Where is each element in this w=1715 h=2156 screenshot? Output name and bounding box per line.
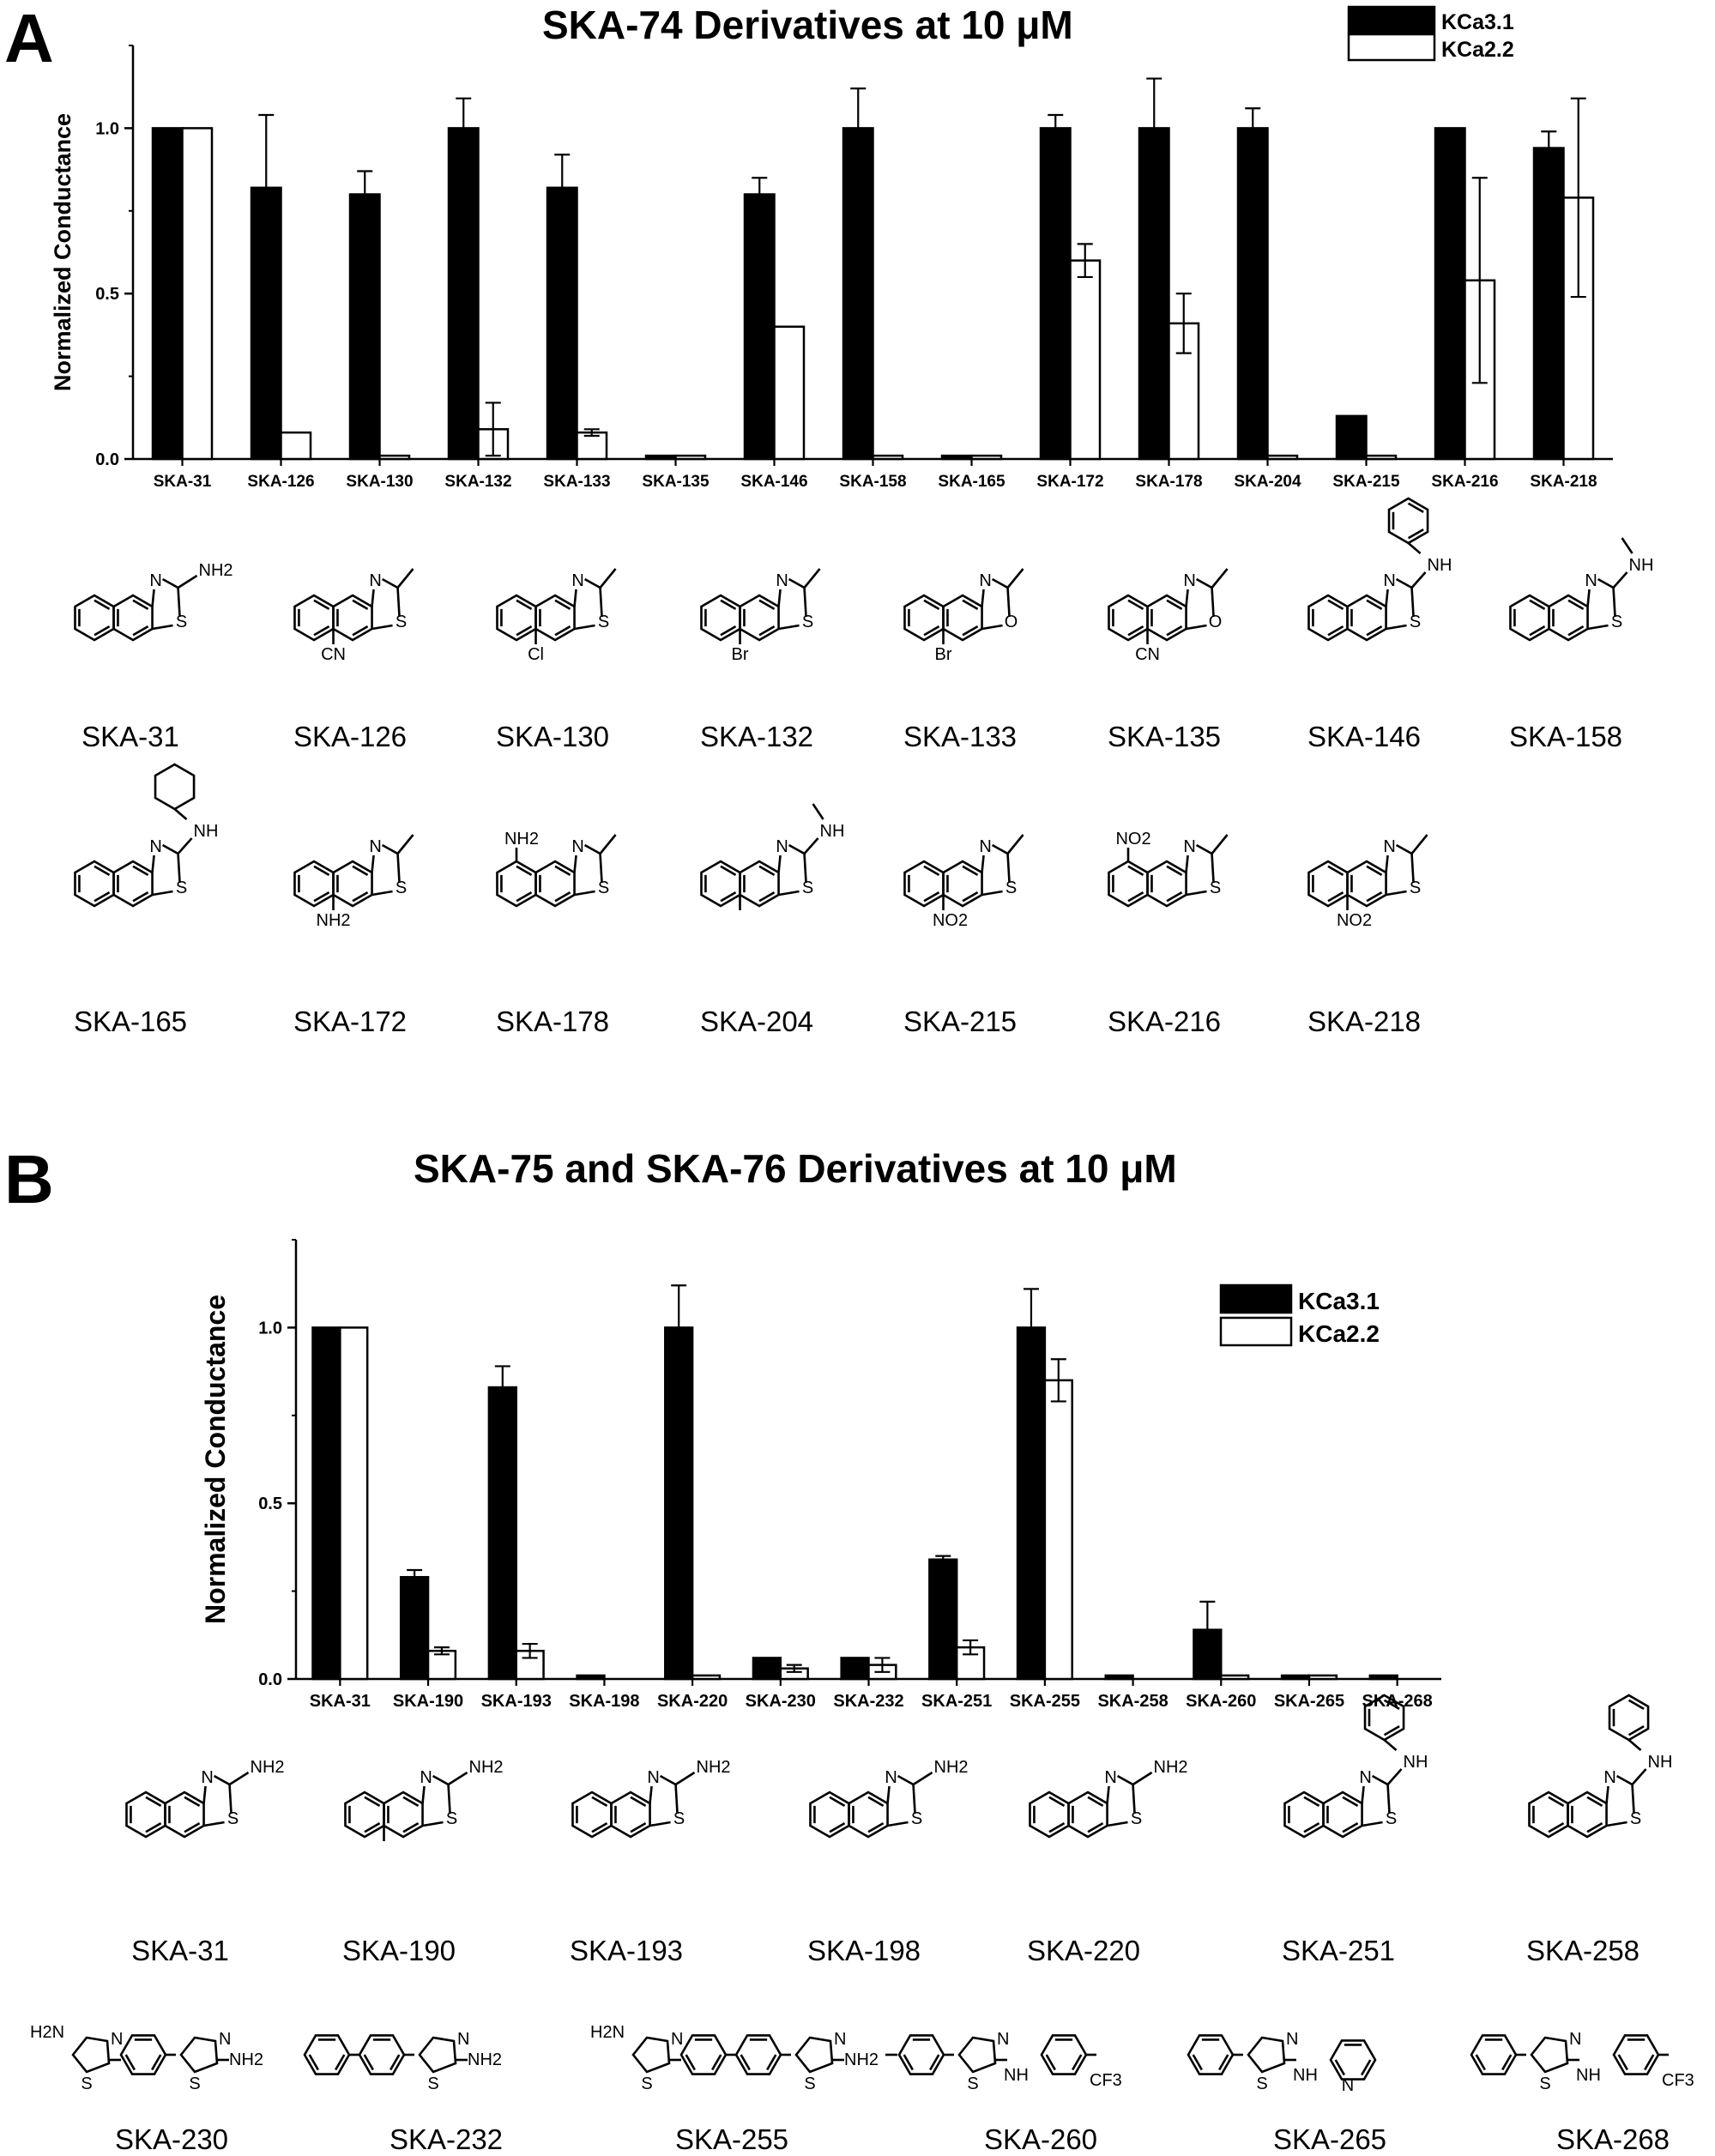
x-tick-label: SKA-165 [938,473,1005,491]
bar-kca31 [401,1577,428,1679]
structure-label: SKA-232 [389,2123,504,2155]
x-tick-label: SKA-193 [480,1692,552,1711]
x-tick-label: SKA-258 [1097,1692,1168,1711]
bar-kca22 [340,1327,367,1679]
atom-label: S [395,879,408,897]
legend-swatch [1221,1318,1291,1345]
structure-label: SKA-126 [293,721,408,752]
y-tick-label: 0.0 [95,450,119,469]
atom-label: N [776,571,788,590]
atom-label: S [427,2074,439,2093]
atom-label: N [997,2030,1010,2049]
atom-label: NH [819,822,845,841]
x-tick-label: SKA-265 [1273,1692,1345,1711]
x-tick-label: SKA-135 [642,473,710,491]
bar-kca31 [842,1658,869,1679]
y-tick-label: 1.0 [258,1319,282,1338]
atom-label: N [647,1768,660,1787]
atom-label: N [1585,571,1597,590]
atom-label: N [201,1768,214,1787]
structure [795,1746,975,1952]
atom-label: N [149,571,162,590]
structure-label: SKA-172 [293,1006,408,1037]
bar-kca31 [1337,416,1367,459]
structure [330,1746,510,1952]
structure-drawing [1495,549,1667,721]
chart-title-b: SKA-75 and SKA-76 Derivatives at 10 μM [414,1146,1177,1191]
atom-label: NH [1628,556,1654,575]
bar-kca31 [929,1560,957,1679]
bar-kca31 [1018,1327,1045,1679]
structure [1514,1746,1694,1952]
atom-label: NH2 [844,2050,879,2069]
structure [558,1746,738,1952]
structure [60,549,232,721]
bar-kca31 [942,456,972,459]
structure-label: SKA-146 [1307,721,1422,752]
structure-label: SKA-165 [73,1006,188,1037]
bar-kca31 [745,195,775,459]
atom-label: H2N [30,2023,65,2042]
atom-label: NH [1004,2066,1029,2085]
structure-drawing [890,815,1061,1004]
structure [112,1746,292,1952]
atom-label: NO2 [1115,830,1151,849]
atom-label: S [801,879,814,897]
atom-label: CN [321,645,346,664]
atom-label: N [1104,1768,1117,1787]
structure-label: SKA-255 [674,2123,789,2155]
bar-kca31 [1534,148,1564,459]
atom-label: N [1603,1768,1616,1787]
structure-drawing [1514,1746,1694,1952]
atom-label: NH2 [1153,1758,1188,1777]
atom-label: N [111,2030,124,2049]
atom-label: NH [193,822,219,841]
atom-label: S [801,613,814,631]
atom-label: S [1005,879,1018,897]
structure [1180,2003,1471,2115]
atom-label: NH2 [250,1758,285,1777]
x-tick-label: SKA-220 [656,1692,728,1711]
atom-label: N [219,2030,232,2049]
structure [1094,815,1265,1004]
atom-label: N [1183,837,1196,856]
atom-label: S [1209,879,1222,897]
panel-letter-a: A [4,0,54,76]
bar-kca31 [350,195,380,459]
structure-label: SKA-251 [1281,1935,1396,1966]
x-tick-label: SKA-218 [1530,473,1597,491]
structure [482,815,654,1004]
x-tick-label: SKA-230 [745,1692,816,1711]
y-tick-label: 1.0 [95,119,119,139]
bar-kca31 [251,188,281,459]
structure-drawing [482,815,654,1004]
atom-label: S [1409,613,1422,631]
legend-swatch [1221,1285,1291,1313]
atom-label: S [641,2074,653,2093]
y-tick-label: 0.5 [258,1495,282,1514]
x-tick-label: SKA-251 [921,1692,993,1711]
bar-kca31 [153,128,183,459]
structure-label: SKA-204 [699,1006,814,1037]
bar-kca22 [1367,456,1397,459]
atom-label: NH [1293,2066,1318,2085]
atom-label: N [369,837,382,856]
x-tick-label: SKA-204 [1234,473,1301,491]
structure-drawing [558,1746,738,1952]
structure [296,2003,588,2115]
structure [1270,1746,1450,1952]
legend-label: KCa3.1 [1298,1288,1380,1314]
bar-kca31 [1238,128,1268,459]
bar-chart-b [0,1107,1715,1724]
x-tick-label: SKA-255 [1009,1692,1081,1711]
structure-label: SKA-258 [1525,1935,1640,1966]
structure-label: SKA-260 [983,2123,1098,2155]
structure-drawing [795,1746,975,1952]
bar-kca31 [1106,1676,1133,1679]
bar-kca31 [646,456,676,459]
atom-label: NO2 [932,911,969,930]
atom-label: S [597,879,610,897]
atom-label: NH2 [198,561,233,580]
panel-b [0,1107,1715,2155]
x-tick-label: SKA-126 [247,473,315,491]
atom-label: N [979,571,992,590]
bar-kca31 [843,128,873,459]
x-tick-label: SKA-232 [833,1692,904,1711]
bar-kca31 [313,1327,341,1679]
x-tick-label: SKA-130 [346,473,414,491]
atom-label: N [1383,837,1396,856]
structure [1463,2003,1715,2115]
structure-label: SKA-135 [1107,721,1222,752]
structure [1015,1746,1195,1952]
structure-label: SKA-215 [903,1006,1018,1037]
legend-swatch [1349,34,1434,60]
atom-label: Cl [528,645,544,664]
structure-drawing [1180,2003,1471,2115]
legend-label: KCa3.1 [1441,10,1514,34]
bar-kca31 [577,1676,605,1679]
x-tick-label: SKA-268 [1362,1692,1433,1711]
structure [21,2003,313,2115]
atom-label: S [445,1809,458,1828]
atom-label: N [1383,571,1396,590]
bar-kca31 [489,1387,516,1679]
bar-chart-a [0,0,1715,515]
atom-label: S [81,2074,93,2093]
structure-label: SKA-132 [699,721,814,752]
atom-label: H2N [590,2023,625,2042]
structure-label: SKA-220 [1026,1935,1141,1966]
atom-label: N [834,2030,847,2049]
bar-kca22 [873,456,903,459]
atom-label: N [1341,2076,1355,2095]
atom-label: S [189,2074,201,2093]
bar-kca22 [380,456,410,459]
x-tick-label: SKA-178 [1135,473,1203,491]
legend-swatch [1349,7,1434,33]
atom-label: CF3 [1662,2071,1694,2090]
bar-kca31 [1139,128,1169,459]
bar-kca31 [753,1658,781,1679]
atom-label: NH2 [316,911,351,930]
atom-label: S [226,1809,239,1828]
bar-kca22 [1045,1380,1072,1679]
structure-label: SKA-190 [341,1935,456,1966]
structure-drawing [891,2003,1182,2115]
x-tick-label: SKA-260 [1186,1692,1257,1711]
atom-label: N [571,571,584,590]
x-tick-label: SKA-132 [444,473,512,491]
y-axis-label: Normalized Conductance [200,1294,231,1625]
structure-drawing [1094,815,1265,1004]
bar-kca31 [1282,1676,1309,1679]
atom-label: N [571,837,584,856]
bar-kca22 [692,1676,720,1679]
bar-kca31 [665,1327,692,1679]
x-tick-label: SKA-31 [309,1692,371,1711]
structure-drawing [60,549,232,721]
structure-label: SKA-265 [1272,2123,1387,2155]
structure-drawing [21,2003,313,2115]
structure-drawing [482,549,654,721]
atom-label: S [804,2074,816,2093]
atom-label: S [1539,2074,1551,2093]
structure [1294,549,1465,721]
atom-label: N [776,837,788,856]
structure-label: SKA-268 [1555,2123,1670,2155]
legend-label: KCa2.2 [1441,38,1514,62]
bar-kca31 [1435,128,1465,459]
atom-label: CN [1135,645,1160,664]
atom-label: S [175,879,188,897]
x-tick-label: SKA-31 [153,473,212,491]
structure-drawing [112,1746,292,1952]
y-tick-label: 0.0 [258,1670,282,1689]
structure-label: SKA-31 [131,1935,229,1966]
bar-kca31 [1041,128,1071,459]
atom-label: NH2 [696,1758,731,1777]
structure-drawing [280,549,451,721]
atom-label: S [1130,1809,1143,1828]
chart-title-a: SKA-74 Derivatives at 10 μM [542,3,1073,47]
atom-label: NH2 [933,1758,969,1777]
atom-label: CF3 [1090,2071,1122,2090]
structure-label: SKA-216 [1107,1006,1222,1037]
atom-label: N [979,837,992,856]
structure [280,815,451,1004]
structure [1294,815,1465,1004]
atom-label: S [597,613,610,631]
atom-label: N [457,2030,470,2049]
structure [686,815,858,1004]
bar-kca22 [1309,1676,1337,1679]
structure-label: SKA-193 [569,1935,684,1966]
atom-label: NH2 [229,2050,264,2069]
structure-label: SKA-158 [1508,721,1623,752]
bar-kca31 [1370,1676,1398,1679]
x-tick-label: SKA-215 [1332,473,1400,491]
structure-drawing [1294,549,1465,721]
atom-label: NO2 [1336,911,1373,930]
x-tick-label: SKA-133 [543,473,611,491]
structure-drawing [1094,549,1265,721]
structure-drawing [1294,815,1465,1004]
x-tick-label: SKA-146 [740,473,808,491]
bar-kca22 [1071,261,1101,459]
atom-label: O [1004,613,1018,631]
atom-label: S [395,613,408,631]
x-tick-label: SKA-172 [1036,473,1104,491]
structure [1094,549,1265,721]
structure-drawing [686,549,858,721]
atom-label: O [1208,613,1223,631]
atom-label: Br [934,645,952,664]
atom-label: N [1569,2030,1582,2049]
structure [891,2003,1182,2115]
structure-drawing [330,1746,510,1952]
atom-label: NH2 [468,2050,503,2069]
structure [482,549,654,721]
atom-label: N [885,1768,897,1787]
bar-kca22 [775,327,805,459]
structure-label: SKA-133 [903,721,1018,752]
structure-drawing [890,549,1061,721]
atom-label: S [910,1809,923,1828]
structure-drawing [1463,2003,1715,2115]
structure [60,815,232,1004]
atom-label: NH [1427,556,1452,575]
bar-kca22 [676,456,706,459]
x-tick-label: SKA-158 [839,473,907,491]
atom-label: N [1183,571,1196,590]
atom-label: S [1409,879,1422,897]
atom-label: S [175,613,188,631]
bar-kca31 [547,188,577,459]
atom-label: NH2 [504,830,540,849]
atom-label: NH [1403,1753,1428,1772]
structure [280,549,451,721]
atom-label: N [369,571,382,590]
structure-label: SKA-230 [114,2123,229,2155]
structure [686,549,858,721]
bar-kca31 [1193,1630,1221,1679]
structure-label: SKA-218 [1307,1006,1422,1037]
atom-label: N [420,1768,432,1787]
structure-drawing [1015,1746,1195,1952]
structure-drawing [686,815,858,1004]
structure-label: SKA-198 [806,1935,921,1966]
atom-label: N [149,837,162,856]
structure [1495,549,1667,721]
structure-label: SKA-31 [82,721,179,752]
atom-label: S [1629,1809,1642,1828]
y-axis-label: Normalized Conductance [50,112,75,392]
atom-label: N [1286,2030,1299,2049]
structure-label: SKA-178 [495,1006,610,1037]
atom-label: NH [1647,1753,1673,1772]
structure-drawing [1270,1746,1450,1952]
x-tick-label: SKA-216 [1431,473,1499,491]
structure [890,815,1061,1004]
atom-label: N [671,2030,684,2049]
atom-label: N [1359,1768,1372,1787]
atom-label: S [673,1809,685,1828]
x-tick-label: SKA-198 [569,1692,640,1711]
bar-kca22 [1268,456,1298,459]
bar-kca22 [1221,1676,1248,1679]
panel-letter-b: B [4,1141,54,1217]
legend-label: KCa2.2 [1298,1320,1380,1347]
structure-drawing [280,815,451,1004]
structure-drawing [60,815,232,1004]
atom-label: NH2 [468,1758,504,1777]
bar-kca22 [183,128,213,459]
structure-label: SKA-130 [495,721,610,752]
bar-kca31 [449,128,479,459]
atom-label: S [1256,2074,1268,2093]
x-tick-label: SKA-190 [392,1692,464,1711]
atom-label: S [1385,1809,1398,1828]
atom-label: S [967,2074,979,2093]
atom-label: S [1610,613,1623,631]
structure [890,549,1061,721]
structure-drawing [296,2003,588,2115]
atom-label: NH [1576,2066,1601,2085]
y-tick-label: 0.5 [95,285,119,305]
atom-label: Br [731,645,749,664]
bar-kca22 [972,456,1002,459]
bar-kca22 [281,432,311,459]
